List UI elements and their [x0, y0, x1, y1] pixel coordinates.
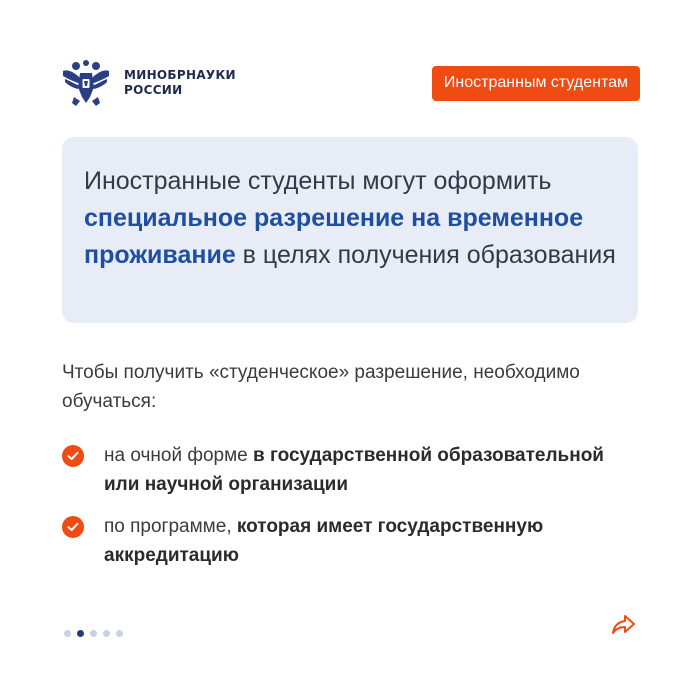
list-item-prefix: по программе, [104, 516, 237, 537]
pagination-dot[interactable] [90, 630, 97, 637]
list-item-prefix: на очной форме [104, 445, 254, 466]
pagination-dot-active[interactable] [77, 630, 84, 637]
pagination-dot[interactable] [64, 630, 71, 637]
brand-name [124, 68, 236, 98]
pagination-dot[interactable] [116, 630, 123, 637]
pagination-dots [64, 630, 123, 637]
card-text-after: в целях получения образования [235, 241, 616, 269]
share-arrow-icon[interactable] [611, 613, 637, 637]
checkmark-icon [62, 516, 84, 538]
checkmark-icon [62, 445, 84, 467]
list-item-bold: в государственной образовательной или научной организации [104, 445, 604, 495]
card-text-before: Иностранные студенты могут оформить [84, 167, 552, 195]
brand-line-2: РОССИИ [124, 83, 183, 97]
double-headed-eagle-emblem-icon [60, 57, 112, 109]
list-item [62, 512, 638, 570]
list-item-text [104, 512, 638, 570]
list-item [62, 441, 638, 499]
card-highlight: специальное разрешение на временное проживание [84, 204, 584, 269]
brand-line-1: МИНОБРНАУКИ [124, 68, 236, 82]
list-item-bold: которая имеет государственную аккредитацию [104, 516, 544, 566]
foreign-students-badge[interactable]: Иностранным студентам [432, 66, 640, 101]
intro-text: Чтобы получить «студенческое» разрешение, необходимо обучаться: [62, 362, 580, 412]
brand [60, 57, 236, 109]
list-item-text [104, 441, 638, 499]
info-card [62, 137, 638, 323]
pagination-dot[interactable] [103, 630, 110, 637]
header [60, 58, 640, 108]
